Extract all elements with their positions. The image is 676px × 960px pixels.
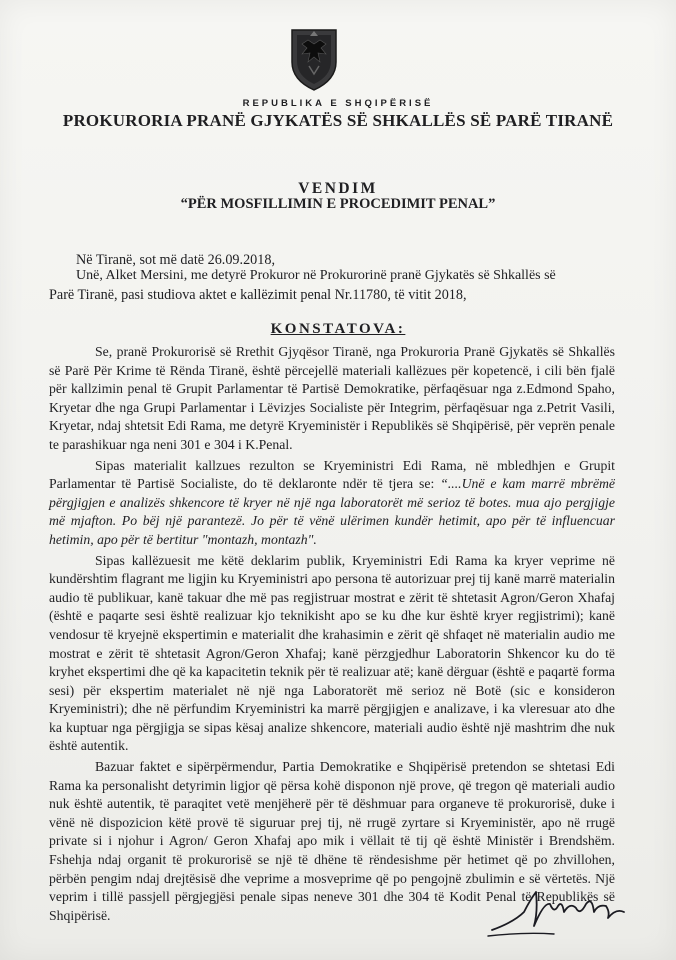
- document-body: [49, 343, 615, 925]
- intro-line-1: Unë, Alket Mersini, me detyrë Prokuror në Prokurorinë pranë Gjykatës së Shkallës së: [76, 268, 556, 283]
- paragraph-4: Bazuar faktet e sipërpërmendur, Partia Demokratike e Shqipërisë pretendon se shtetasi Edi Rama ka personalisht detyrimin ligjor që përsa kohë disponon një prove, që tregon që materiali audio nuk është autentik, të paraqitet vetë menjëherë për të dëshmuar para organeve të prokurorisë, duke i vënë në dispozicion këtë provë të siguruar prej tij, në rrugë zyrtare si Kryeministër, apo në rrugë private si i njohur i Agron/ Geron Xhafaj apo mik i vëllait të tij që është Ministër i Brendshëm. Fshehja ndaj organit të prokurorisë se një të dhëne të rëndesishme për hetimet që po zhvillohen, përbën pengim ndaj drejtësisë dhe veprime a mosveprime që po pengojnë zbulimin e së vërtetës. Një veprim i tillë passjell përgjegjësi penale sipas neneve 301 dhe 304 të Kodit Penal të Republikës së Shqipërisë.: [49, 759, 615, 923]
- coat-of-arms-icon: [288, 26, 340, 92]
- paragraph-3: Sipas kallëzuesit me këtë deklarim publik, Kryeministri Edi Rama ka kryer veprime në kundërshtim flagrant me ligjin ku Kryeministri apo persona të autorizuar prej tij kanë marrë materialin audio të publikuar, kanë takuar dhe më pas regjistruar mostrat e zërit të shtetasit Agron/Geron Xhafaj (është e paqarte sesi është realizuar kjo teknikisht apo se ku dhe kur është kryer regjistrimi); kanë vendosur të kryejnë ekspertimin e materialit dhe krahasimin e zërit që shfaqet në materialin audio me mostrat e zërit të shtetasit Agron/Geron Xhafaj; kanë përzgjedhur Laboratorin Shkencor ku do të kryhet ekspertimi dhe që ka kapacitetin teknik për të realizuar atë; kanë dërguar (është e paqartë forma sesi) për ekspertim materialet në një nga Laboratorët më serioz në Botë (sic e konsideron Kryeministri); dhe në përfundim Kryeministri ka marrë përgjigjen e analizave, i ka vleresuar ato dhe ka kuptuar nga përgjigja se sipas kësaj analize shkencore, materiali audio është një mashtrim dhe nuk është autentik.: [49, 552, 615, 754]
- document-subtitle: “PËR MOSFILLIMIN E PROCEDIMIT PENAL”: [180, 196, 496, 212]
- paragraph-2: [49, 457, 615, 550]
- paragraph-1: Se, pranë Prokurorisë së Rrethit Gjyqësor Tiranë, nga Prokuroria Pranë Gjykatës së Shkallës së Parë Për Krime të Rënda Tiranë, është përcejellë materiali kallëzues për kopetencë, i cili bën fjalë për kallzimin penal të Grupit Parlamentar të Partisë Demokratike, përfaqësuar nga z.Edmond Spaho, Kryetar dhe nga Grupi Parlamentar i Lëvizjes Socialiste për Integrim, përfaqësuar nga z.Petrit Vasili, Kryetar, ndaj shtetsit Edi Rama, me detyrë Kryeministër i Republikës së Shqipërisë, për veprën penale te parashikuar nga neni 301 e 304 i K.Penal.: [49, 344, 615, 452]
- place-date: Në Tiranë, sot më datë 26.09.2018,: [76, 252, 275, 268]
- document-title: VENDIM: [298, 180, 378, 197]
- office-name: PROKURORIA PRANË GJYKATËS SË SHKALLËS SË PARË TIRANË: [62, 111, 614, 130]
- republic-label: REPUBLIKA E SHQIPËRISË: [242, 98, 434, 109]
- intro-line-2: Parë Tiranë, pasi studiova aktet e kallëzimit penal Nr.11780, të vitit 2018,: [49, 287, 467, 303]
- section-heading: KONSTATOVA:: [270, 321, 406, 337]
- paragraph-2-text: Sipas materialit kallzues rezulton se Kryeministri Edi Rama, në mbledhjen e Grupit Parlamentar të Partisë Socialiste, do të deklaronte ndër të tjera se:: [49, 457, 615, 492]
- paragraph-2-quote: “....Unë e kam marrë mbrëmë përgjigjen e analizës shkencore të kryer në një nga laboratorët më serioz të botes. mua ajo pergjigje më mjafton. Po bëj një parantezë. Jo për të vënë ulërimen kundër hetimit, apo për të influencuar hetimin, apo për të bertitur "montazh, montazh".: [49, 476, 615, 547]
- signature: [484, 882, 634, 942]
